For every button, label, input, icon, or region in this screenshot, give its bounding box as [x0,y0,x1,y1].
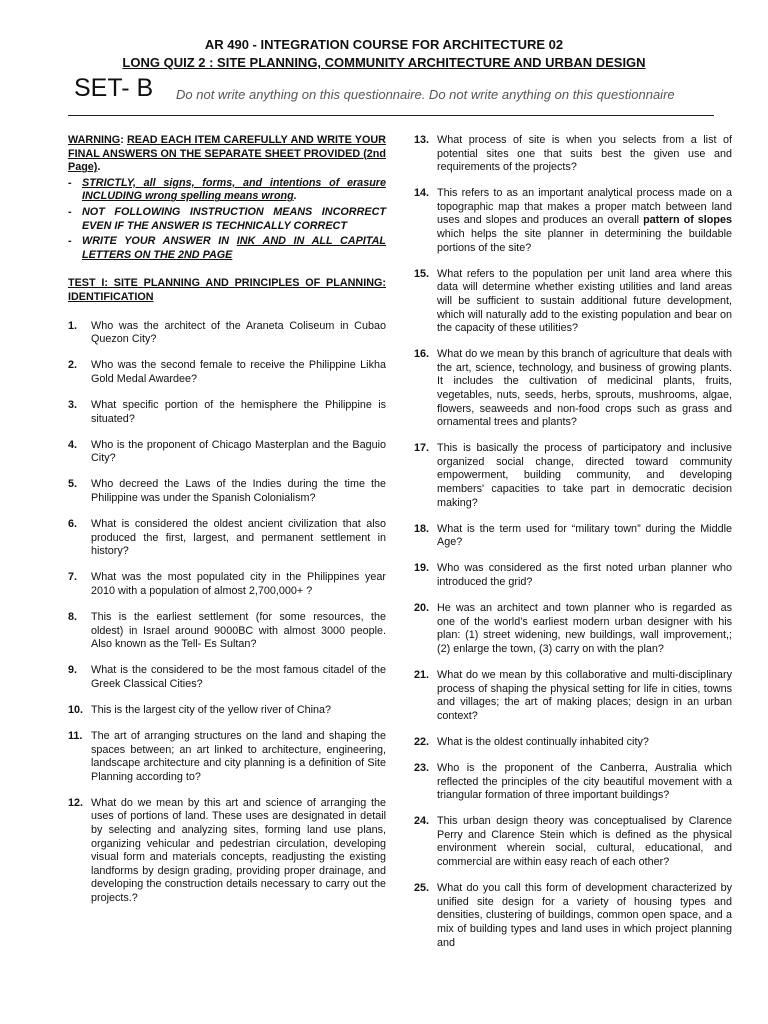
question-number: 6. [68,517,78,530]
question-item [68,571,386,598]
question-number: 4. [68,438,78,451]
question-item [414,442,732,510]
bullet-text-part: forms, and intentions of erasure INCLUDING wrong spelling means wrong [82,176,386,203]
question-number: 1. [68,319,78,332]
question-emphasis: pattern of slopes [643,214,732,227]
question-text: He was an architect and town planner who is regarded as one of the world’s earliest modern urban designer with his plan: (1) street widening, new buildings, wall improvement,;(2) enlarge the town, (3) carry on with the plan? [437,602,732,655]
question-text: Who is the proponent of Chicago Masterplan and the Baguio City? [91,438,386,465]
question-number: 18. [414,522,430,535]
question-text: This urban design theory was conceptualised by Clarence Perry and Clarence Stein which is defined as the physical environment wherein social, cultural, educational, and commercial are within easy reach of each other? [437,815,732,869]
question-number: 12. [68,796,84,809]
question-text: What is the oldest continually inhabited city? [437,735,649,748]
question-number: 17. [414,442,430,455]
question-item [414,736,732,750]
question-text: What was the most populated city in the Philippines year 2010 with a population of almost 2,700,000+ ? [91,571,386,597]
question-item [414,134,732,175]
question-item [68,320,386,347]
question-number: 11. [68,730,83,742]
question-number: 22. [414,735,430,748]
question-number: 15. [414,267,430,280]
document-subtitle: LONG QUIZ 2 : SITE PLANNING, COMMUNITY ARCHITECTURE AND URBAN DESIGN [122,55,646,70]
question-item [68,518,386,559]
bullet-text: NOT FOLLOWING INSTRUCTION MEANS INCORRECT EVEN IF THE ANSWER IS TECHNICALLY CORRECT [82,205,386,232]
question-number: 21. [414,669,430,681]
question-text: Who was the architect of the Araneta Coliseum in Cubao Quezon City? [91,319,386,346]
question-number: 13. [414,134,430,146]
question-text: What do we mean by this collaborative and multi-disciplinary process of shaping the physical setting for life in cities, towns and villages; the art of making places; design in an urban context? [437,669,732,722]
question-text: What do you call this form of development characterized by unified site design for a variety of housing types and densities, clustering of buildings, common open space, and a mix of building types and land uses in which project planning and [437,882,732,949]
question-number: 3. [68,398,78,411]
question-item [68,730,386,784]
test-section-title: TEST I: SITE PLANNING AND PRINCIPLES OF PLANNING: IDENTIFICATION [68,277,386,303]
question-text: What is considered the oldest ancient civilization that also produced the first, largest, and permanent settlement in history? [91,517,386,558]
left-column [68,134,386,906]
bullet-text [82,177,386,204]
question-number: 10. [68,703,84,716]
question-text: Who is the proponent of the Canberra, Australia which reflected the principles of the city beautiful movement with a triangular formation of three important buildings? [437,761,732,802]
bullet-dash: - [68,235,72,248]
right-column [414,134,732,950]
question-item [414,669,732,723]
header-divider [68,115,714,116]
warning-separator: : [120,134,127,146]
bullet-text [82,235,386,262]
warning-label: WARNING [68,134,121,146]
question-text: What is the considered to be the most famous citadel of the Greek Classical Cities? [91,664,386,690]
bullet-text-part: WRITE YOUR ANSWER IN [82,235,237,248]
question-item [68,439,386,466]
question-number: 9. [68,664,78,677]
question-item [68,611,386,652]
question-number: 16. [414,348,430,361]
question-item [68,664,386,691]
question-item [68,399,386,426]
question-number: 5. [68,478,78,491]
question-number: 8. [68,610,78,623]
rule-bullet [68,206,386,233]
question-number: 25. [414,882,430,895]
warning-block [68,134,386,175]
question-text-part: which helps the site planner in determining the buildable portions of the site? [437,228,732,254]
question-text: What is the term used for “military town” during the Middle Age? [437,522,732,549]
question-item [414,882,732,950]
question-text: This is the earliest settlement (for some resources, the oldest) in Israel around 9000BC with almost 3000 people. Also known as the Tell- Es Sultan? [91,610,386,651]
question-text [437,187,732,255]
question-number: 19. [414,562,430,575]
question-text: What refers to the population per unit land area where this data will determine whether existing utilities and land areas will be sufficient to sustain additional future development, which will naturally add to the existing population and bear on the capacity of these utilities? [437,267,732,335]
question-item [414,187,732,255]
question-text: What do we mean by this art and science of arranging the uses of portions of land. These uses are designated in detail by selecting and analyzing sites, forming land use plans, organizing vehicular and pedestrian circulation, developing visual form and materials concepts, readjusting the existing landforms by design grading, providing proper drainage, and developing the construction details necessary to carry out the projects.? [91,796,386,905]
bullet-text-part: STRICTLY, all signs, [82,176,203,189]
bullet-text-part: . [293,190,297,203]
set-label: SET- B [74,74,154,102]
rule-bullet [68,177,386,204]
warning-text: READ EACH ITEM CAREFULLY AND WRITE YOUR FINAL ANSWERS ON THE SEPARATE SHEET PROVIDED (2nd Page) [68,134,386,174]
question-text-part: This refers to as an important analytical process made on a topographic map that makes a proper match between land uses and slopes and produces an overall [437,187,732,227]
question-item [414,762,732,803]
question-number: 20. [414,602,430,615]
question-text: This is the largest city of the yellow river of China? [91,703,332,716]
question-number: 2. [68,359,78,372]
question-item [414,815,732,869]
bullet-dash: - [68,176,72,189]
question-text: What do we mean by this branch of agriculture that deals with the art, science, technology, and business of growing plants. It includes the cultivation of medicinal plants, fruits, vegetables, nuts, seeds, herbs, sprouts, mushrooms, algae, flowers, seaweeds and non-food crops such as grass and ornamental trees and plants? [437,348,732,429]
question-item [414,523,732,550]
question-item [68,478,386,505]
question-text: What specific portion of the hemisphere the Philippine is situated? [91,398,386,425]
question-number: 7. [68,571,78,584]
rule-bullet [68,235,386,262]
question-number: 24. [414,815,430,828]
question-text: Who was the second female to receive the Philippine Likha Gold Medal Awardee? [91,359,386,385]
question-text: The art of arranging structures on the land and shaping the spaces between; an art linked to architecture, engineering, landscape architecture and city planning is a definition of Site Planning according to? [91,730,386,783]
question-text: Who decreed the Laws of the Indies during the time the Philippine was under the Spanish Colonialism? [91,478,386,504]
question-item [68,359,386,386]
document-title: AR 490 - INTEGRATION COURSE FOR ARCHITECTURE 02 [204,37,564,52]
question-number: 23. [414,761,430,774]
question-item [414,268,732,336]
question-text: What process of site is when you selects from a list of potential sites one that suits best the given use and requirements of the projects? [437,134,732,174]
warning-end: . [97,161,101,174]
bullet-dash: - [68,205,72,218]
question-item [414,348,732,430]
question-number: 14. [414,187,430,200]
question-text: Who was considered as the first noted urban planner who introduced the grid? [437,562,732,589]
question-item [68,797,386,906]
question-item [414,562,732,589]
question-text: This is basically the process of participatory and inclusive organized social change, directed toward community empowerment, building community, and developing members' capacities to take part in democratic decision making? [437,442,732,509]
question-item [414,602,732,656]
bullet-text-part: INK AND IN ALL CAPITAL LETTERS ON THE 2ND PAGE [82,235,386,261]
instruction-note: Do not write anything on this questionnaire. Do not write anything on this questionnaire [176,87,675,102]
question-item [68,704,386,718]
